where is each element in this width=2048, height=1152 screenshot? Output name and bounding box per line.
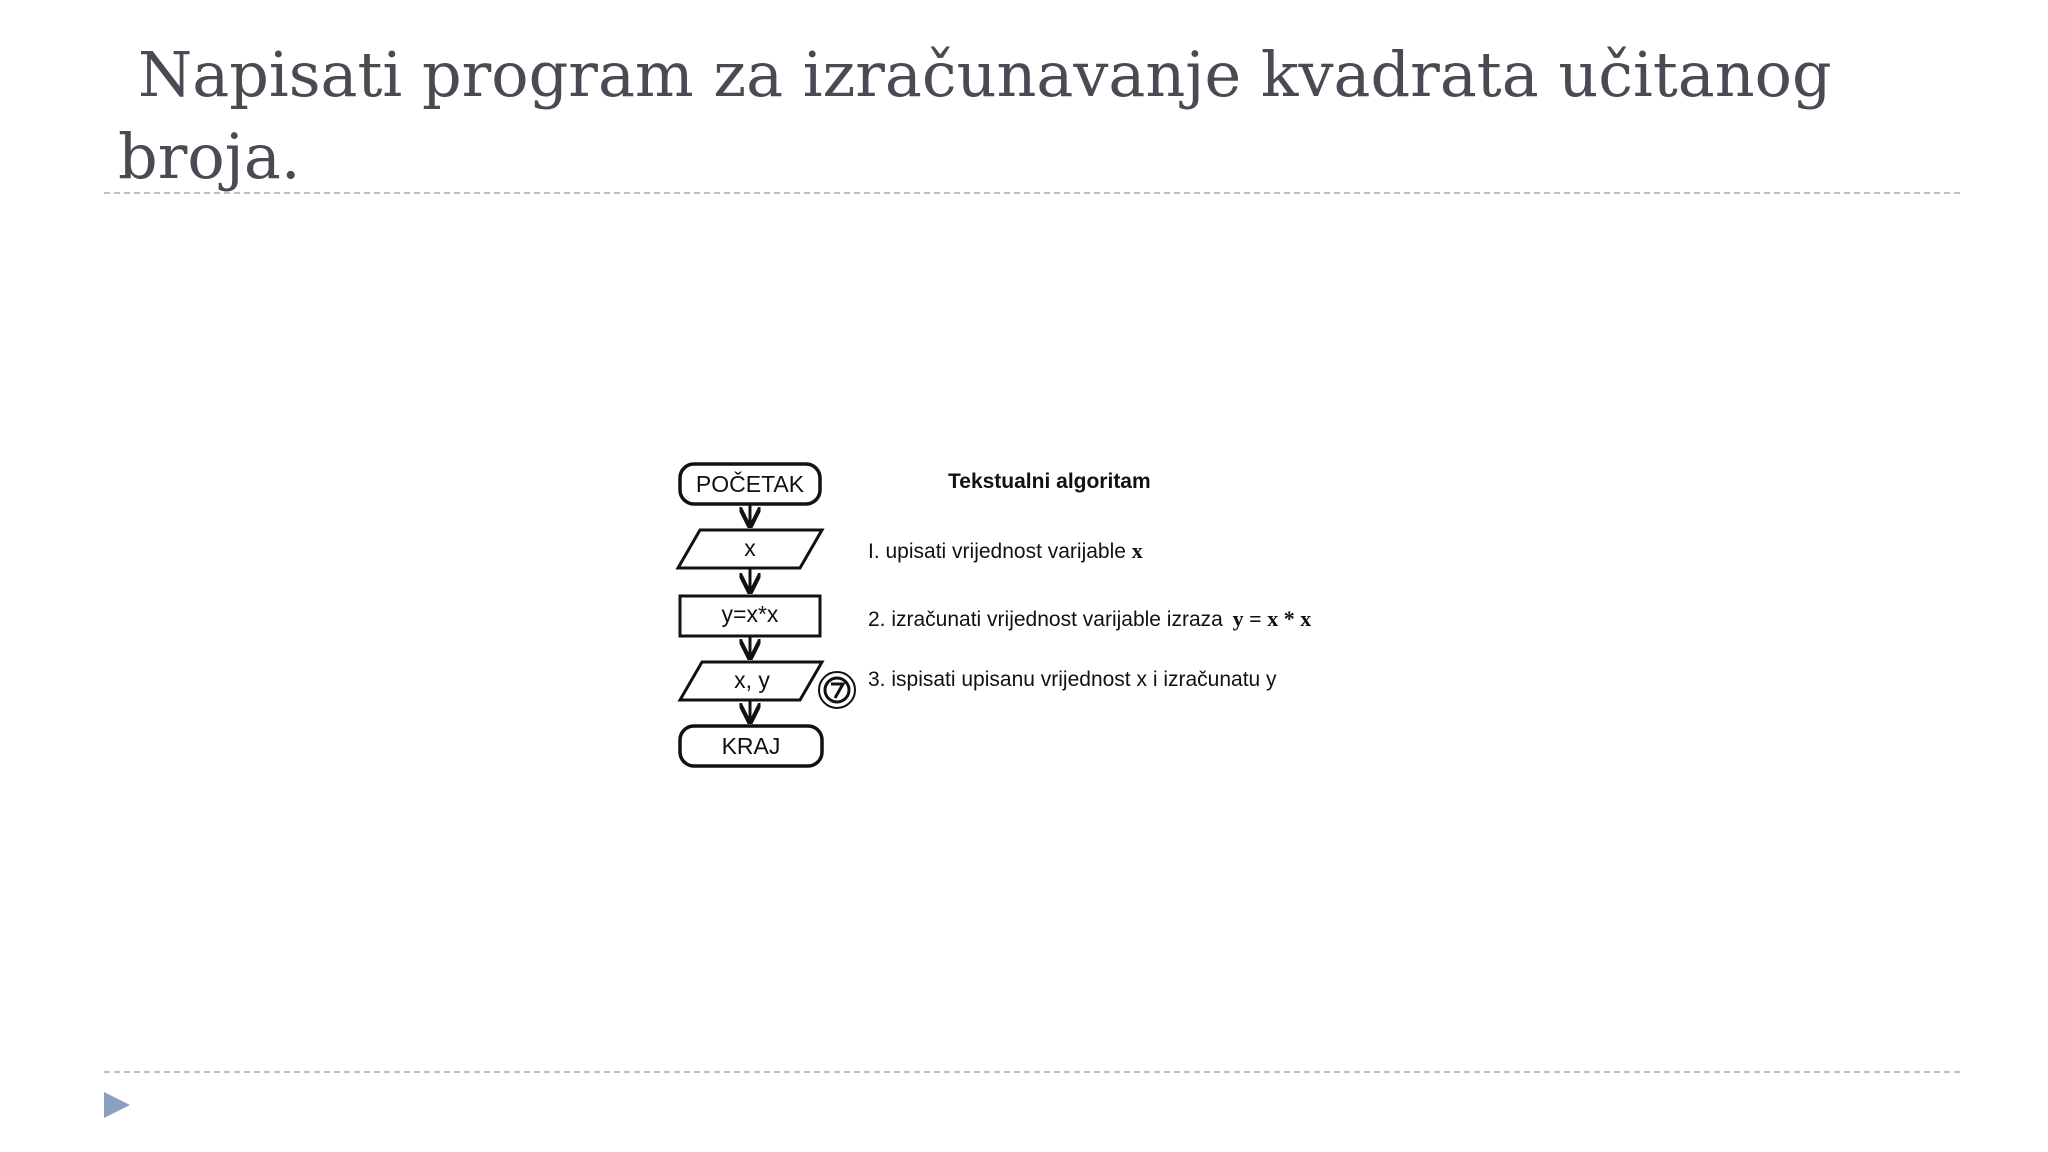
speaker-icon[interactable] bbox=[819, 672, 855, 708]
flowchart-diagram bbox=[660, 450, 1420, 790]
title-divider bbox=[104, 192, 1960, 194]
algorithm-title: Tekstualni algoritam bbox=[948, 470, 1151, 493]
play-arrow-icon[interactable] bbox=[102, 1090, 132, 1120]
algorithm-step-1: I. upisati vrijednost varijable x bbox=[868, 538, 1143, 563]
footer-divider bbox=[104, 1071, 1960, 1073]
input-parallelogram bbox=[678, 530, 822, 568]
algorithm-step-3: 3. ispisati upisanu vrijednost x i izračunatu y bbox=[868, 668, 1277, 691]
input-label: x bbox=[744, 535, 756, 561]
end-terminator bbox=[680, 726, 822, 766]
end-label: KRAJ bbox=[721, 733, 781, 759]
slide-title: Napisati program za izračunavanje kvadrata učitanog broja. bbox=[118, 38, 1832, 193]
output-parallelogram bbox=[680, 662, 822, 700]
output-label: x, y bbox=[734, 667, 770, 693]
start-label: POČETAK bbox=[695, 471, 805, 497]
algorithm-step-2: 2. izračunati vrijednost varijable izraza y = x * x bbox=[868, 606, 1312, 631]
start-terminator bbox=[680, 464, 820, 504]
process-box bbox=[680, 596, 820, 636]
process-label: y=x*x bbox=[721, 601, 779, 627]
